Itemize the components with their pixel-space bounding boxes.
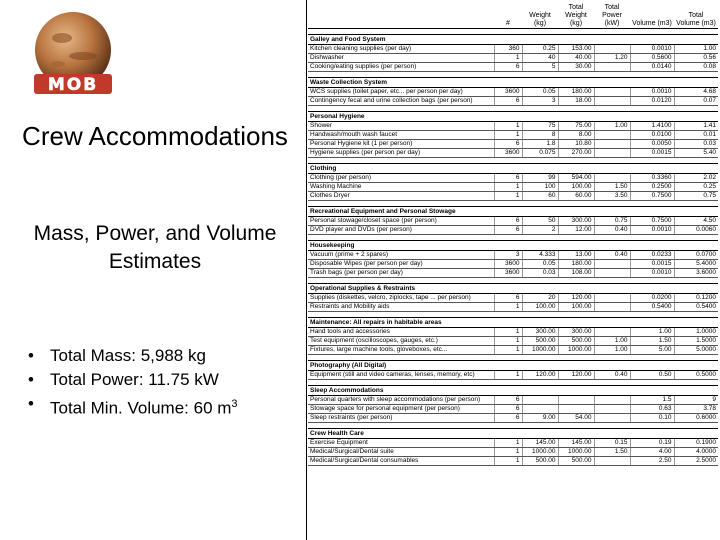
value-cell: [594, 414, 630, 423]
item-name-cell: Fixtures, large machine tools, gloveboxes, etc...: [308, 346, 494, 355]
value-cell: 0.075: [522, 149, 558, 158]
value-cell: 120.00: [558, 371, 594, 380]
item-name-cell: Medical/Surgical/Dental suite: [308, 448, 494, 457]
item-name-cell: DVD player and DVDs (per person): [308, 226, 494, 235]
item-name-cell: Kitchen cleaning supplies (per day): [308, 45, 494, 54]
item-name-cell: Clothing (per person): [308, 174, 494, 183]
value-cell: 0.05: [522, 260, 558, 269]
value-cell: 1.8: [522, 140, 558, 149]
value-cell: 300.00: [558, 328, 594, 337]
value-cell: 300.00: [558, 217, 594, 226]
value-cell: 153.00: [558, 45, 594, 54]
value-cell: 18.00: [558, 97, 594, 106]
value-cell: [594, 149, 630, 158]
item-name-cell: WCS supplies (toilet paper, etc... per person per day): [308, 88, 494, 97]
mars-logo: [28, 8, 118, 98]
value-cell: 1.4100: [630, 122, 674, 131]
section-title: Waste Collection System: [308, 78, 718, 88]
item-name-cell: Handwash/mouth wash faucet: [308, 131, 494, 140]
value-cell: 5.4000: [674, 260, 718, 269]
table-header-row: [308, 0, 718, 29]
value-cell: 120.00: [558, 294, 594, 303]
value-cell: 4.333: [522, 251, 558, 260]
section-header-row: [308, 386, 718, 396]
estimates-table-wrap: [308, 0, 718, 540]
item-name-cell: Hygiene supplies (per person per day): [308, 149, 494, 158]
table-row: [308, 371, 718, 380]
value-cell: 75: [522, 122, 558, 131]
item-name-cell: Disposable Wipes (per person per day): [308, 260, 494, 269]
value-cell: 1: [494, 183, 522, 192]
value-cell: 2.02: [674, 174, 718, 183]
item-name-cell: Dishwasher: [308, 54, 494, 63]
value-cell: 1000.00: [522, 448, 558, 457]
value-cell: 9: [674, 396, 718, 405]
value-cell: 0.2500: [630, 183, 674, 192]
value-cell: 0.0010: [630, 45, 674, 54]
value-cell: 54.00: [558, 414, 594, 423]
table-row: [308, 226, 718, 235]
item-name-cell: Supplies (diskettes, velcro, ziplocks, tape ... per person): [308, 294, 494, 303]
value-cell: 100: [522, 183, 558, 192]
section-header-row: [308, 284, 718, 294]
value-cell: 3: [494, 251, 522, 260]
value-cell: 1: [494, 122, 522, 131]
header-item: [308, 0, 494, 29]
value-cell: [594, 294, 630, 303]
value-cell: 1: [494, 346, 522, 355]
header-count: #: [494, 0, 522, 29]
section-header-row: [308, 429, 718, 439]
value-cell: 3.6000: [674, 269, 718, 278]
item-name-cell: Exercise Equipment: [308, 439, 494, 448]
value-cell: 1000.00: [558, 448, 594, 457]
value-cell: 1.50: [594, 183, 630, 192]
value-cell: 1.41: [674, 122, 718, 131]
section-title: Photography (All Digital): [308, 361, 718, 371]
value-cell: 1: [494, 371, 522, 380]
value-cell: 3600: [494, 260, 522, 269]
value-cell: 1.20: [594, 54, 630, 63]
section-title: Crew Health Care: [308, 429, 718, 439]
value-cell: 60: [522, 192, 558, 201]
table-row: [308, 414, 718, 423]
table-row: [308, 260, 718, 269]
item-name-cell: Cooking/eating supplies (per person): [308, 63, 494, 72]
value-cell: 0.15: [594, 439, 630, 448]
value-cell: 500.00: [522, 457, 558, 466]
value-cell: 0.05: [522, 88, 558, 97]
value-cell: 1.00: [594, 346, 630, 355]
value-cell: 0.6000: [674, 414, 718, 423]
item-name-cell: Sleep restraints (per person): [308, 414, 494, 423]
value-cell: [594, 269, 630, 278]
value-cell: 1: [494, 303, 522, 312]
value-cell: 3: [522, 97, 558, 106]
item-name-cell: Clothes Dryer: [308, 192, 494, 201]
section-title: Sleep Accommodations: [308, 386, 718, 396]
section-title: Operational Supplies & Restraints: [308, 284, 718, 294]
value-cell: 180.00: [558, 88, 594, 97]
table-body: [308, 29, 718, 466]
value-cell: 0.0015: [630, 149, 674, 158]
value-cell: 0.07: [674, 97, 718, 106]
value-cell: 500.00: [558, 457, 594, 466]
table-row: [308, 54, 718, 63]
item-name-cell: Stowage space for personal equipment (per person): [308, 405, 494, 414]
table-row: [308, 337, 718, 346]
value-cell: [594, 174, 630, 183]
value-cell: 60.00: [558, 192, 594, 201]
table-row: [308, 149, 718, 158]
item-name-cell: Vacuum (prime + 2 spares): [308, 251, 494, 260]
table-row: [308, 45, 718, 54]
value-cell: 0.63: [630, 405, 674, 414]
value-cell: 0.75: [674, 192, 718, 201]
value-cell: 0.40: [594, 371, 630, 380]
value-cell: 75.00: [558, 122, 594, 131]
value-cell: 360: [494, 45, 522, 54]
value-cell: 3600: [494, 269, 522, 278]
value-cell: 4.68: [674, 88, 718, 97]
value-cell: 99: [522, 174, 558, 183]
value-cell: [594, 405, 630, 414]
value-cell: 0.40: [594, 251, 630, 260]
item-name-cell: Test equipment (oscilloscopes, gauges, etc.): [308, 337, 494, 346]
value-cell: 4.00: [630, 448, 674, 457]
value-cell: 6: [494, 405, 522, 414]
header-weight: Weight (kg): [522, 0, 558, 29]
header-total-weight: Total Weight (kg): [558, 0, 594, 29]
value-cell: 0.08: [674, 63, 718, 72]
value-cell: 0.0015: [630, 260, 674, 269]
value-cell: 6: [494, 414, 522, 423]
table-row: [308, 88, 718, 97]
value-cell: 0.1900: [674, 439, 718, 448]
value-cell: 3.78: [674, 405, 718, 414]
value-cell: 0.75: [594, 217, 630, 226]
value-cell: 0.0120: [630, 97, 674, 106]
section-header-row: [308, 164, 718, 174]
value-cell: 6: [494, 217, 522, 226]
table-row: [308, 439, 718, 448]
value-cell: 300.00: [522, 328, 558, 337]
table-row: [308, 346, 718, 355]
value-cell: 6: [494, 97, 522, 106]
value-cell: 1000.00: [558, 346, 594, 355]
divider: [306, 0, 307, 540]
value-cell: 20: [522, 294, 558, 303]
value-cell: 10.80: [558, 140, 594, 149]
value-cell: 594.00: [558, 174, 594, 183]
estimates-table: [308, 0, 718, 466]
table-row: [308, 140, 718, 149]
value-cell: 0.0233: [630, 251, 674, 260]
value-cell: 0.0100: [630, 131, 674, 140]
value-cell: [558, 396, 594, 405]
value-cell: 2.5000: [674, 457, 718, 466]
value-cell: 0.0010: [630, 88, 674, 97]
table-row: [308, 131, 718, 140]
value-cell: 1.00: [630, 328, 674, 337]
table-row: [308, 303, 718, 312]
value-cell: 0.5400: [674, 303, 718, 312]
value-cell: 1.00: [594, 337, 630, 346]
value-cell: 0.1200: [674, 294, 718, 303]
value-cell: [594, 396, 630, 405]
value-cell: [594, 140, 630, 149]
value-cell: 100.00: [522, 303, 558, 312]
header-volume: Volume (m3): [630, 0, 674, 29]
value-cell: 500.00: [558, 337, 594, 346]
value-cell: 6: [494, 63, 522, 72]
value-cell: 0.25: [674, 183, 718, 192]
table-row: [308, 405, 718, 414]
value-cell: 0.5600: [630, 54, 674, 63]
value-cell: 0.03: [674, 140, 718, 149]
item-name-cell: Equipment (still and video cameras, lenses, memory, etc): [308, 371, 494, 380]
value-cell: 4.50: [674, 217, 718, 226]
value-cell: 0.7500: [630, 192, 674, 201]
value-cell: 0.19: [630, 439, 674, 448]
total-volume: • Total Min. Volume: 60 $m^3$: [28, 392, 238, 421]
value-cell: 120.00: [522, 371, 558, 380]
totals-list: [28, 344, 238, 421]
header-total-volume: Total Volume (m3): [674, 0, 718, 29]
value-cell: 0.7500: [630, 217, 674, 226]
table-row: [308, 294, 718, 303]
section-header-row: [308, 112, 718, 122]
value-cell: 1.00: [594, 122, 630, 131]
value-cell: 5.40: [674, 149, 718, 158]
value-cell: 12.00: [558, 226, 594, 235]
value-cell: 100.00: [558, 303, 594, 312]
value-cell: 108.00: [558, 269, 594, 278]
value-cell: [594, 260, 630, 269]
value-cell: [594, 303, 630, 312]
value-cell: 6: [494, 174, 522, 183]
value-cell: 1: [494, 54, 522, 63]
value-cell: [594, 131, 630, 140]
value-cell: 0.03: [522, 269, 558, 278]
value-cell: [558, 405, 594, 414]
section-title: Personal Hygiene: [308, 112, 718, 122]
value-cell: 6: [494, 294, 522, 303]
table-row: [308, 63, 718, 72]
table-row: [308, 122, 718, 131]
value-cell: 1: [494, 337, 522, 346]
value-cell: 0.0140: [630, 63, 674, 72]
value-cell: 0.0060: [674, 226, 718, 235]
value-cell: [594, 457, 630, 466]
item-name-cell: Contingency fecal and urine collection bags (per person): [308, 97, 494, 106]
section-title: Maintenance: All repairs in habitable areas: [308, 318, 718, 328]
value-cell: 0.5000: [674, 371, 718, 380]
item-name-cell: Washing Machine: [308, 183, 494, 192]
item-name-cell: Medical/Surgical/Dental consumables: [308, 457, 494, 466]
table-row: [308, 251, 718, 260]
item-name-cell: Hand tools and accessories: [308, 328, 494, 337]
page-subtitle: Mass, Power, and Volume Estimates: [33, 222, 277, 273]
table-row: [308, 457, 718, 466]
table-row: [308, 174, 718, 183]
table-row: [308, 396, 718, 405]
value-cell: 145.00: [522, 439, 558, 448]
table-row: [308, 328, 718, 337]
value-cell: 1.5: [630, 396, 674, 405]
total-mass: • Total Mass: 5,988 kg: [28, 344, 238, 368]
value-cell: [594, 88, 630, 97]
table-row: [308, 192, 718, 201]
section-header-row: [308, 361, 718, 371]
value-cell: 270.00: [558, 149, 594, 158]
value-cell: 145.00: [558, 439, 594, 448]
value-cell: 30.00: [558, 63, 594, 72]
value-cell: 1: [494, 439, 522, 448]
item-name-cell: Personal Hygiene kit (1 per person): [308, 140, 494, 149]
value-cell: 0.5400: [630, 303, 674, 312]
table-row: [308, 269, 718, 278]
value-cell: 2: [522, 226, 558, 235]
value-cell: 2.50: [630, 457, 674, 466]
value-cell: 4.0000: [674, 448, 718, 457]
item-name-cell: Shower: [308, 122, 494, 131]
value-cell: 500.00: [522, 337, 558, 346]
value-cell: 1: [494, 192, 522, 201]
value-cell: 8: [522, 131, 558, 140]
value-cell: 0.0010: [630, 226, 674, 235]
value-cell: 0.0010: [630, 269, 674, 278]
value-cell: 50: [522, 217, 558, 226]
table-row: [308, 448, 718, 457]
value-cell: [594, 63, 630, 72]
value-cell: 1000.00: [522, 346, 558, 355]
value-cell: 1.5000: [674, 337, 718, 346]
value-cell: 1.50: [594, 448, 630, 457]
section-header-row: [308, 207, 718, 217]
value-cell: 0.3360: [630, 174, 674, 183]
value-cell: 0.56: [674, 54, 718, 63]
value-cell: 5: [522, 63, 558, 72]
value-cell: 9.00: [522, 414, 558, 423]
section-title: Clothing: [308, 164, 718, 174]
page-title: Crew Accommodations: [22, 121, 288, 151]
value-cell: 3600: [494, 149, 522, 158]
section-header-row: [308, 318, 718, 328]
value-cell: 5.0000: [674, 346, 718, 355]
value-cell: [522, 396, 558, 405]
header-total-power: Total Power (kW): [594, 0, 630, 29]
section-header-row: [308, 35, 718, 45]
value-cell: [522, 405, 558, 414]
item-name-cell: Trash bags (per person per day): [308, 269, 494, 278]
value-cell: 1: [494, 457, 522, 466]
value-cell: 5.00: [630, 346, 674, 355]
section-title: Recreational Equipment and Personal Stowage: [308, 207, 718, 217]
value-cell: [594, 45, 630, 54]
value-cell: 1.50: [630, 337, 674, 346]
value-cell: 0.10: [630, 414, 674, 423]
value-cell: 1.0000: [674, 328, 718, 337]
value-cell: 100.00: [558, 183, 594, 192]
item-name-cell: Personal stowage/closet space (per person): [308, 217, 494, 226]
value-cell: 1: [494, 328, 522, 337]
value-cell: 1: [494, 448, 522, 457]
value-cell: 13.00: [558, 251, 594, 260]
value-cell: 1.00: [674, 45, 718, 54]
logo-text: MOB: [47, 75, 99, 95]
value-cell: 180.00: [558, 260, 594, 269]
value-cell: 6: [494, 140, 522, 149]
value-cell: [594, 328, 630, 337]
value-cell: 0.40: [594, 226, 630, 235]
item-name-cell: Restraints and Mobility aids: [308, 303, 494, 312]
value-cell: 0.0200: [630, 294, 674, 303]
value-cell: 1: [494, 131, 522, 140]
table-row: [308, 217, 718, 226]
value-cell: 0.25: [522, 45, 558, 54]
section-title: Galley and Food System: [308, 35, 718, 45]
item-name-cell: Personal quarters with sleep accommodations (per person): [308, 396, 494, 405]
section-header-row: [308, 78, 718, 88]
value-cell: 0.50: [630, 371, 674, 380]
value-cell: 0.0700: [674, 251, 718, 260]
left-panel: [0, 0, 305, 540]
section-title: Housekeeping: [308, 241, 718, 251]
value-cell: 0.01: [674, 131, 718, 140]
value-cell: 3.50: [594, 192, 630, 201]
table-row: [308, 183, 718, 192]
value-cell: [594, 97, 630, 106]
value-cell: 40: [522, 54, 558, 63]
total-power: • Total Power: 11.75 kW: [28, 368, 238, 392]
table-row: [308, 97, 718, 106]
value-cell: 40.00: [558, 54, 594, 63]
value-cell: 0.0050: [630, 140, 674, 149]
value-cell: 3600: [494, 88, 522, 97]
value-cell: 6: [494, 226, 522, 235]
section-header-row: [308, 241, 718, 251]
value-cell: 8.00: [558, 131, 594, 140]
value-cell: 6: [494, 396, 522, 405]
